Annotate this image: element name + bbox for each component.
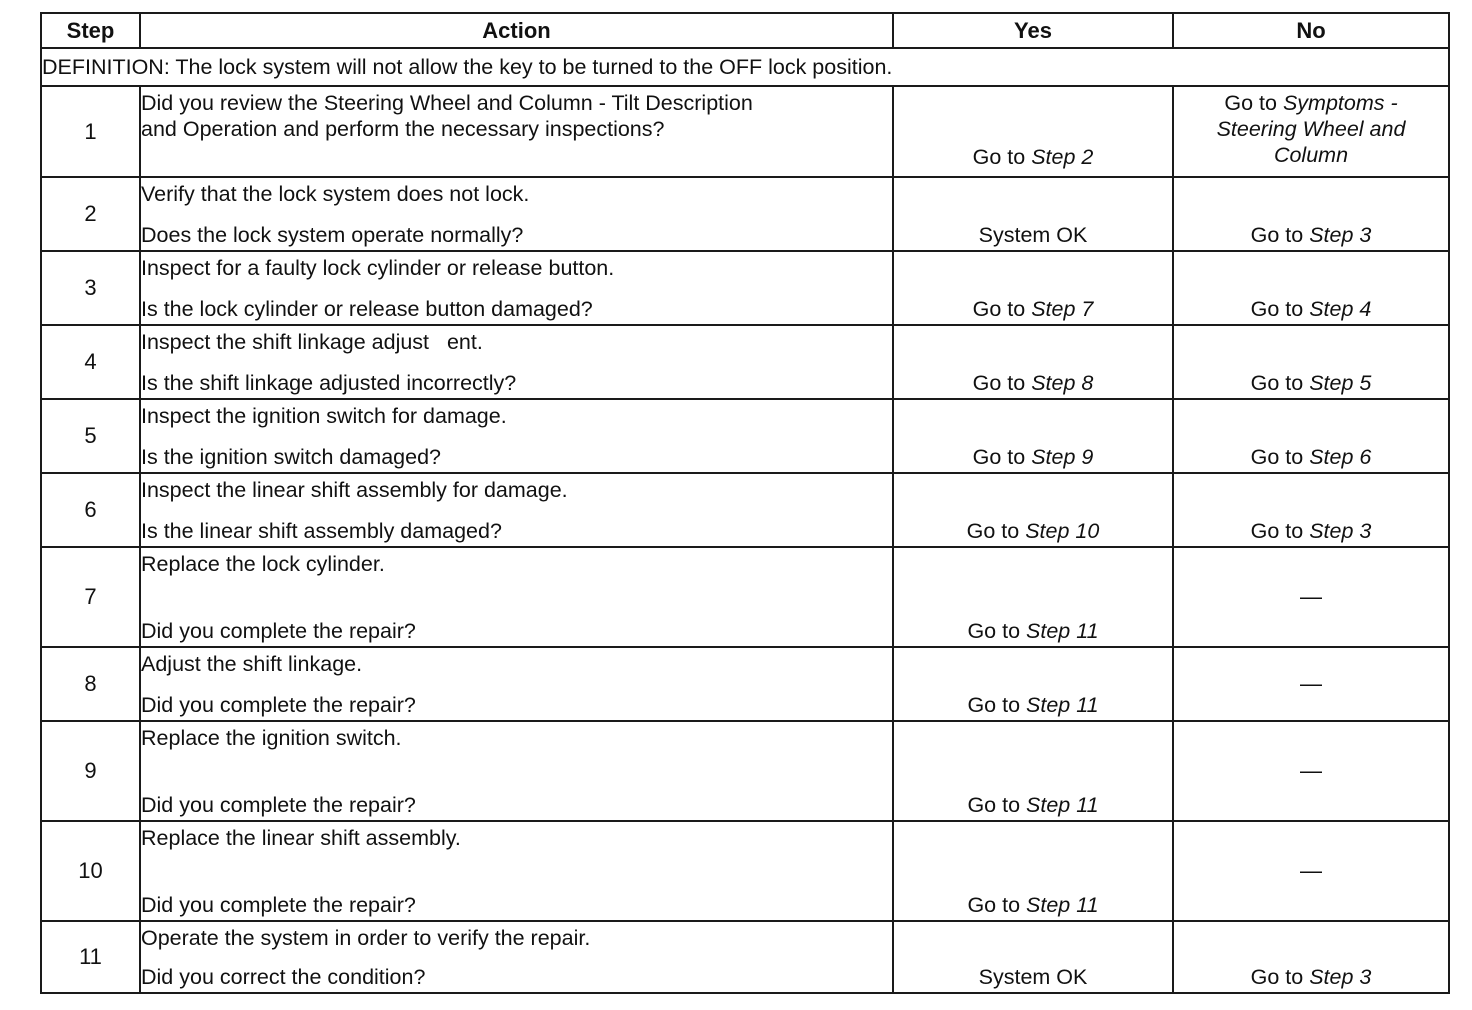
no-cell (1173, 325, 1449, 399)
no-step-link[interactable]: Step 3 (1309, 519, 1372, 543)
no-step-link[interactable]: Step 6 (1309, 445, 1372, 469)
action-line: Verify that the lock system does not lock. (141, 182, 530, 206)
yes-prefix: Go to (967, 619, 1021, 643)
no-prefix: Go to (1250, 371, 1304, 395)
action-line: Inspect for a faulty lock cylinder or release button. (141, 256, 615, 280)
no-symptoms-link[interactable]: Symptoms - (1282, 91, 1398, 115)
action-line: Does the lock system operate normally? (141, 223, 524, 247)
action-cell (140, 821, 893, 921)
step-number: 8 (41, 647, 140, 721)
header-row (41, 13, 1449, 48)
no-result (1174, 964, 1448, 990)
yes-result (894, 792, 1172, 818)
action-line: Did you complete the repair? (141, 693, 416, 717)
no-step-link[interactable]: Step 5 (1309, 371, 1372, 395)
no-result-dash: — (1300, 671, 1322, 696)
no-result-dash: — (1300, 758, 1322, 783)
no-prefix: Go to (1250, 223, 1304, 247)
action-line: Is the lock cylinder or release button damaged? (141, 297, 593, 321)
yes-result (894, 692, 1172, 718)
yes-prefix: Go to (972, 297, 1026, 321)
yes-step-link[interactable]: Step 11 (1026, 893, 1099, 917)
no-step-link[interactable]: Step 3 (1309, 223, 1372, 247)
step-number: 10 (41, 821, 140, 921)
step-number: 2 (41, 177, 140, 251)
yes-step-link[interactable]: Step 11 (1026, 693, 1099, 717)
action-cell (140, 399, 893, 473)
header-yes: Yes (893, 13, 1173, 48)
no-prefix: Go to (1250, 445, 1304, 469)
yes-result (894, 444, 1172, 470)
no-result-dash: — (1300, 858, 1322, 883)
yes-prefix: Go to (966, 519, 1020, 543)
yes-step-link[interactable]: Step 7 (1031, 297, 1094, 321)
yes-cell (893, 921, 1173, 993)
header-no: No (1173, 13, 1449, 48)
step-number: 11 (41, 921, 140, 993)
action-line: Did you complete the repair? (141, 893, 416, 917)
no-symptoms-link-line3[interactable]: Column (1273, 143, 1349, 167)
no-cell (1173, 721, 1449, 821)
yes-prefix: Go to (967, 793, 1021, 817)
no-prefix: Go to (1224, 91, 1277, 115)
no-result (1174, 370, 1448, 396)
action-line: Did you complete the repair? (141, 793, 416, 817)
header-action: Action (140, 13, 893, 48)
no-prefix: Go to (1250, 965, 1304, 989)
header-step: Step (41, 13, 140, 48)
no-cell (1173, 473, 1449, 547)
yes-cell (893, 325, 1173, 399)
table-row (41, 921, 1449, 993)
diagnostic-table (40, 12, 1450, 994)
yes-result (894, 618, 1172, 644)
no-cell (1173, 921, 1449, 993)
no-cell (1173, 177, 1449, 251)
action-line: Inspect the ignition switch for damage. (141, 404, 507, 428)
no-cell (1173, 86, 1449, 177)
step-number: 7 (41, 547, 140, 647)
no-cell (1173, 647, 1449, 721)
yes-prefix: Go to (972, 371, 1026, 395)
yes-step-link[interactable]: Step 9 (1031, 445, 1094, 469)
no-cell (1173, 251, 1449, 325)
yes-result (894, 370, 1172, 396)
no-result-dash: — (1300, 584, 1322, 609)
step-number: 9 (41, 721, 140, 821)
no-cell (1173, 547, 1449, 647)
action-line: Did you correct the condition? (141, 965, 426, 989)
action-line: and Operation and perform the necessary inspections? (141, 117, 665, 141)
action-cell (140, 251, 893, 325)
no-result (1174, 296, 1448, 322)
yes-cell (893, 177, 1173, 251)
yes-cell (893, 821, 1173, 921)
table-row (41, 325, 1449, 399)
step-number: 6 (41, 473, 140, 547)
yes-cell (893, 647, 1173, 721)
action-cell (140, 325, 893, 399)
action-line: Did you review the Steering Wheel and Column - Tilt Description (141, 91, 753, 115)
table-row (41, 821, 1449, 921)
action-line: Is the shift linkage adjusted incorrectly? (141, 371, 517, 395)
yes-cell (893, 547, 1173, 647)
action-cell (140, 721, 893, 821)
action-cell (140, 473, 893, 547)
yes-prefix: Go to (967, 893, 1021, 917)
no-result (1174, 444, 1448, 470)
action-line: Is the ignition switch damaged? (141, 445, 441, 469)
table-row (41, 177, 1449, 251)
action-line: Replace the ignition switch. (141, 726, 402, 750)
table-row (41, 251, 1449, 325)
table-row (41, 547, 1449, 647)
yes-step-link[interactable]: Step 10 (1025, 519, 1100, 543)
yes-cell (893, 251, 1173, 325)
no-result (1217, 90, 1406, 168)
yes-cell (893, 86, 1173, 177)
step-number: 4 (41, 325, 140, 399)
action-line: Adjust the shift linkage. (141, 652, 363, 676)
yes-cell (893, 399, 1173, 473)
no-prefix: Go to (1250, 519, 1304, 543)
action-cell (140, 177, 893, 251)
yes-step-link[interactable]: Step 11 (1026, 619, 1099, 643)
no-step-link[interactable]: Step 4 (1309, 297, 1372, 321)
yes-prefix: Go to (972, 445, 1026, 469)
action-line: Did you complete the repair? (141, 619, 416, 643)
no-symptoms-link-line2[interactable]: Steering Wheel and (1216, 117, 1406, 141)
no-prefix: Go to (1250, 297, 1304, 321)
table-row (41, 473, 1449, 547)
no-cell (1173, 821, 1449, 921)
yes-result (894, 518, 1172, 544)
yes-step-link[interactable]: Step 11 (1026, 793, 1099, 817)
action-cell (140, 921, 893, 993)
yes-result: System OK (978, 965, 1088, 989)
action-line: Operate the system in order to verify the repair. (141, 926, 591, 950)
definition-row (41, 48, 1449, 86)
yes-prefix: Go to (967, 693, 1021, 717)
action-line: Inspect the shift linkage adjust ent. (141, 330, 483, 354)
action-line: Replace the linear shift assembly. (141, 826, 461, 850)
no-step-link[interactable]: Step 3 (1309, 965, 1372, 989)
action-line: Inspect the linear shift assembly for damage. (141, 478, 568, 502)
yes-result (894, 892, 1172, 918)
yes-cell (893, 473, 1173, 547)
action-line: Replace the lock cylinder. (141, 552, 385, 576)
table-row (41, 721, 1449, 821)
table-row (41, 86, 1449, 177)
action-cell (140, 547, 893, 647)
yes-cell (893, 721, 1173, 821)
table-row (41, 399, 1449, 473)
yes-step-link[interactable]: Step 2 (1031, 145, 1094, 169)
definition-text: DEFINITION: The lock system will not allow the key to be turned to the OFF lock position. (41, 48, 1449, 86)
action-cell (140, 86, 893, 177)
yes-result (894, 296, 1172, 322)
table-row (41, 647, 1449, 721)
yes-result: System OK (978, 223, 1088, 247)
yes-prefix: Go to (972, 145, 1026, 169)
no-cell (1173, 399, 1449, 473)
no-result (1174, 518, 1448, 544)
yes-result (894, 144, 1172, 170)
yes-step-link[interactable]: Step 8 (1031, 371, 1094, 395)
step-number: 1 (41, 86, 140, 177)
step-number: 5 (41, 399, 140, 473)
action-cell (140, 647, 893, 721)
action-line: Is the linear shift assembly damaged? (141, 519, 502, 543)
step-number: 3 (41, 251, 140, 325)
no-result (1174, 222, 1448, 248)
